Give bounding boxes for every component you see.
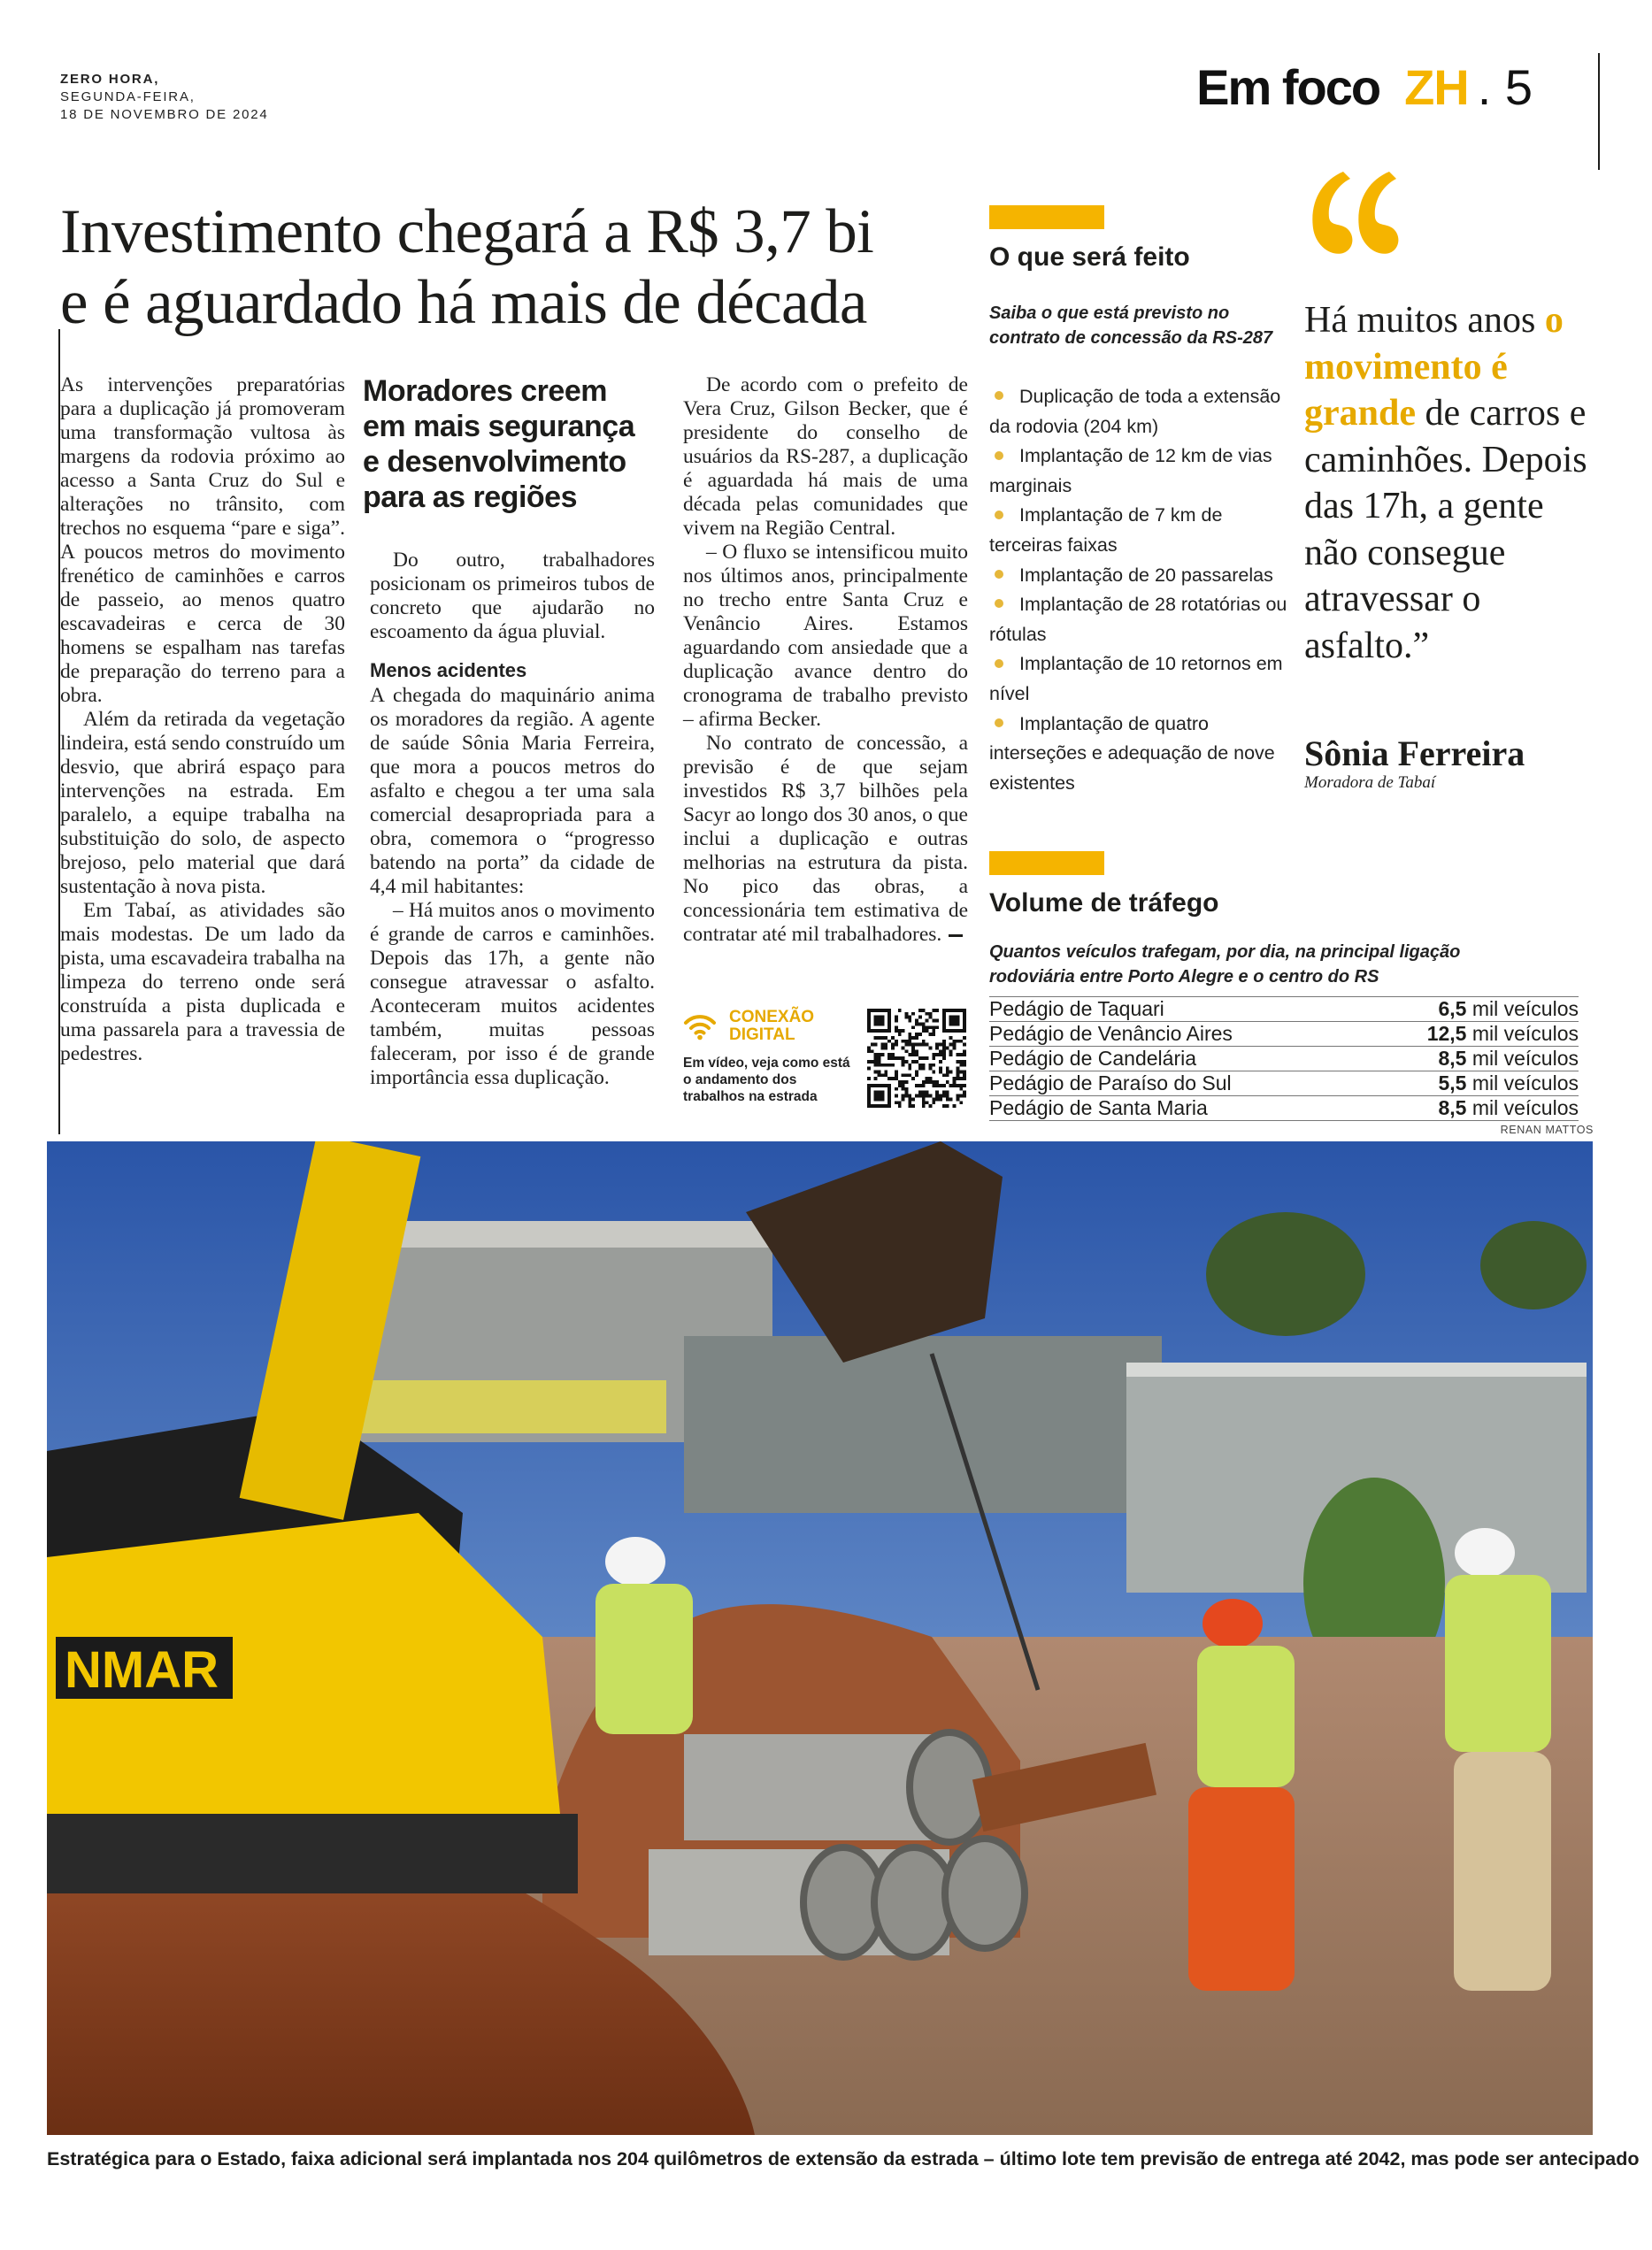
photo-caption: Estratégica para o Estado, faixa adicional será implantada nos 204 quilômetros de extensão da estrada – último lote tem previsão de entrega até 2042, mas pode ser antecipado bbox=[47, 2148, 1640, 2169]
row-label: Pedágio de Paraíso do Sul bbox=[989, 1071, 1232, 1094]
value-number: 6,5 bbox=[1438, 997, 1467, 1020]
list-item bbox=[989, 710, 1290, 799]
table-row bbox=[989, 1022, 1579, 1047]
paragraph: A chegada do maquinário anima os moradores da região. A agente de saúde Sônia Maria Ferreira, que mora a poucos metros do asfalto e chegou a ter uma sala comercial desapropriada para a obra, comemora o “progresso batendo na porta” da cidade de 4,4 mil habitantes: bbox=[370, 684, 655, 898]
article-column-2 bbox=[370, 549, 655, 1090]
weekday: SEGUNDA-FEIRA, bbox=[60, 89, 196, 104]
roof bbox=[1126, 1363, 1587, 1377]
row-label: Pedágio de Taquari bbox=[989, 997, 1164, 1020]
bullet-dot bbox=[995, 718, 1003, 727]
list-item bbox=[989, 442, 1290, 501]
paragraph bbox=[683, 732, 968, 947]
headline bbox=[60, 196, 980, 338]
list-item-text: Duplicação de toda a extensão da rodovia (204 km) bbox=[989, 386, 1281, 437]
paragraph: – Há muitos anos o movimento é grande de carros e caminhões. Depois das 17h, a gente não consegue atravessar o asfalto. Aconteceram muitos acidentes também, muitas pessoas faleceram, por isso é de grande importância essa duplicação. bbox=[370, 899, 655, 1089]
building bbox=[684, 1336, 1162, 1513]
tree bbox=[1480, 1221, 1587, 1309]
row-value bbox=[1438, 1047, 1579, 1071]
list-item-text: Implantação de 12 km de vias marginais bbox=[989, 445, 1272, 496]
excavator-label: NMAR bbox=[65, 1641, 219, 1699]
conexao-text: Em vídeo, veja como está o andamento dos trabalhos na estrada bbox=[683, 1056, 850, 1104]
article-column-3 bbox=[683, 373, 968, 947]
list-item bbox=[989, 649, 1290, 709]
box-accent-bar bbox=[989, 205, 1104, 229]
worker bbox=[1445, 1528, 1551, 1991]
sign-board bbox=[330, 1380, 666, 1433]
quote-text-after: de carros e caminhões. Depois das 17h, a gente não consegue atravessar o asfalto.” bbox=[1304, 393, 1587, 666]
box-subtitle-feito: Saiba o que está previsto no contrato de concessão da RS-287 bbox=[989, 303, 1273, 348]
value-unit: mil veículos bbox=[1471, 1022, 1579, 1045]
quote-text-before: Há muitos anos bbox=[1304, 300, 1536, 341]
row-label: Pedágio de Santa Maria bbox=[989, 1096, 1208, 1119]
qr-code[interactable] bbox=[867, 1009, 966, 1108]
value-number: 8,5 bbox=[1438, 1047, 1467, 1070]
tree bbox=[1206, 1212, 1365, 1336]
wifi-icon bbox=[683, 1012, 717, 1041]
list-item bbox=[989, 501, 1290, 560]
subheadline: Moradores creem em mais segurança e desenvolvimento para as regiões bbox=[363, 374, 635, 514]
row-value bbox=[1438, 1071, 1579, 1095]
value-unit: mil veículos bbox=[1471, 1047, 1579, 1070]
value-number: 5,5 bbox=[1438, 1071, 1467, 1094]
value-number: 12,5 bbox=[1426, 1022, 1467, 1045]
quote-role: Moradora de Tabaí bbox=[1304, 773, 1436, 792]
list-item-text: Implantação de 10 retornos em nível bbox=[989, 653, 1283, 704]
box-accent-bar bbox=[989, 851, 1104, 875]
table-row bbox=[989, 1071, 1579, 1096]
bullet-dot bbox=[995, 391, 1003, 400]
value-unit: mil veículos bbox=[1471, 997, 1579, 1020]
table-row bbox=[989, 1096, 1579, 1121]
row-value bbox=[1438, 1096, 1579, 1120]
value-unit: mil veículos bbox=[1471, 1071, 1579, 1094]
bullet-dot bbox=[995, 451, 1003, 460]
paragraph: As intervenções preparatórias para a duplicação já promoveram uma transformação vultosa às margens da rodovia próximo ao acesso a Santa Cruz do Sul e alterações no trânsito, com trechos no esquema “pare e siga”. A poucos metros do movimento frenético de caminhões e carros de passeio, ao menos quatro escavadeiras e cerca de 30 homens se espalham nas tarefas de preparação do terreno para a obra. bbox=[60, 373, 345, 707]
list-item-text: Implantação de 7 km de terceiras faixas bbox=[989, 504, 1223, 556]
row-value bbox=[1438, 997, 1579, 1021]
end-mark bbox=[949, 934, 963, 937]
paragraph: Além da retirada da vegetação lindeira, está sendo construído um desvio, que abrirá espaço para intervenções na estrada. Em paralelo, a equipe trabalha na substituição do solo, de aspecto brejoso, pelo material que dará sustentação à nova pista. bbox=[60, 708, 345, 898]
headline-line-2: e é aguardado há mais de década bbox=[60, 268, 867, 337]
list-item bbox=[989, 590, 1290, 649]
section-tag bbox=[1196, 58, 1533, 116]
conexao-title-line-1: CONEXÃO bbox=[729, 1008, 815, 1026]
row-value bbox=[1427, 1022, 1579, 1046]
photo-credit: RENAN MATTOS bbox=[1500, 1124, 1594, 1136]
paragraph: Em Tabaí, as atividades são mais modestas. De um lado da pista, uma escavadeira trabalha na limpeza do terreno onde será construída a pista duplicada e uma passarela para a travessia de pedestres. bbox=[60, 899, 345, 1065]
bullet-dot bbox=[995, 599, 1003, 608]
list-item-text: Implantação de 28 rotatórias ou rótulas bbox=[989, 594, 1287, 645]
paragraph: De acordo com o prefeito de Vera Cruz, Gilson Becker, que é presidente do conselho de usuários da RS-287, a duplicação é aguardada há mais de uma década pelas comunidades que vivem na Região Central. bbox=[683, 373, 968, 540]
zh-logo: ZH bbox=[1404, 59, 1469, 115]
conexao-title bbox=[729, 1009, 814, 1044]
section-label: Em foco bbox=[1196, 59, 1380, 115]
bullet-dot bbox=[995, 570, 1003, 579]
article-column-1 bbox=[60, 373, 345, 1066]
quote-mark-icon bbox=[1304, 165, 1402, 271]
dateline bbox=[60, 71, 269, 124]
bullet-dot bbox=[995, 659, 1003, 668]
paragraph: – O fluxo se intensificou muito nos últimos anos, principalmente no trecho entre Santa Cruz e Venâncio Aires. Estamos aguardando com ansiedade que a duplicação avance dentro do cronograma de trabalho previsto – afirma Becker. bbox=[683, 541, 968, 731]
quote-highlight: o movimento é grande bbox=[1304, 300, 1564, 434]
headline-line-1: Investimento chegará a R$ 3,7 bi bbox=[60, 197, 874, 266]
row-label: Pedágio de Candelária bbox=[989, 1047, 1197, 1070]
row-label: Pedágio de Venâncio Aires bbox=[989, 1022, 1233, 1045]
list-item bbox=[989, 382, 1290, 442]
intertitle: Menos acidentes bbox=[370, 659, 527, 681]
top-divider bbox=[1598, 53, 1600, 170]
list-item bbox=[989, 561, 1290, 591]
conexao-title-line-2: DIGITAL bbox=[729, 1025, 795, 1044]
traffic-table bbox=[989, 996, 1579, 1121]
quote-author: Sônia Ferreira bbox=[1304, 733, 1525, 773]
paragraph-text: No contrato de concessão, a previsão é de que sejam investidos R$ 3,7 bilhões pela Sacyr ao longo dos 30 anos, o que inclui a duplicação e outras melhorias na estrutura da pista. No pico das obras, a concessionária tem estimativa de contratar até mil trabalhadores. bbox=[683, 732, 968, 946]
date: 18 DE NOVEMBRO DE 2024 bbox=[60, 107, 269, 122]
bullet-dot bbox=[995, 511, 1003, 519]
table-row bbox=[989, 996, 1579, 1022]
page-number: . 5 bbox=[1477, 59, 1533, 115]
pull-quote bbox=[1304, 297, 1605, 669]
value-unit: mil veículos bbox=[1471, 1096, 1579, 1119]
photo-illustration bbox=[47, 1141, 1593, 2135]
table-row bbox=[989, 1047, 1579, 1071]
planned-works-list bbox=[989, 382, 1290, 798]
box-title-feito: O que será feito bbox=[989, 242, 1190, 272]
excavator-track bbox=[47, 1814, 578, 1893]
list-item-text: Implantação de 20 passarelas bbox=[1019, 564, 1273, 586]
box-subtitle-trafego: Quantos veículos trafegam, por dia, na principal ligação rodoviária entre Porto Alegre e o centro do RS bbox=[989, 942, 1461, 987]
value-number: 8,5 bbox=[1438, 1096, 1467, 1119]
list-item-text: Implantação de quatro interseções e adequação de nove existentes bbox=[989, 712, 1275, 794]
conexao-digital[interactable] bbox=[683, 1009, 966, 1115]
box-title-trafego: Volume de tráfego bbox=[989, 888, 1219, 918]
construction-photo bbox=[47, 1141, 1593, 2135]
newspaper-name: ZERO HORA, bbox=[60, 72, 160, 87]
worker bbox=[1188, 1599, 1295, 1991]
paragraph: Do outro, trabalhadores posicionam os primeiros tubos de concreto que ajudarão no escoamento da água pluvial. bbox=[370, 549, 655, 643]
